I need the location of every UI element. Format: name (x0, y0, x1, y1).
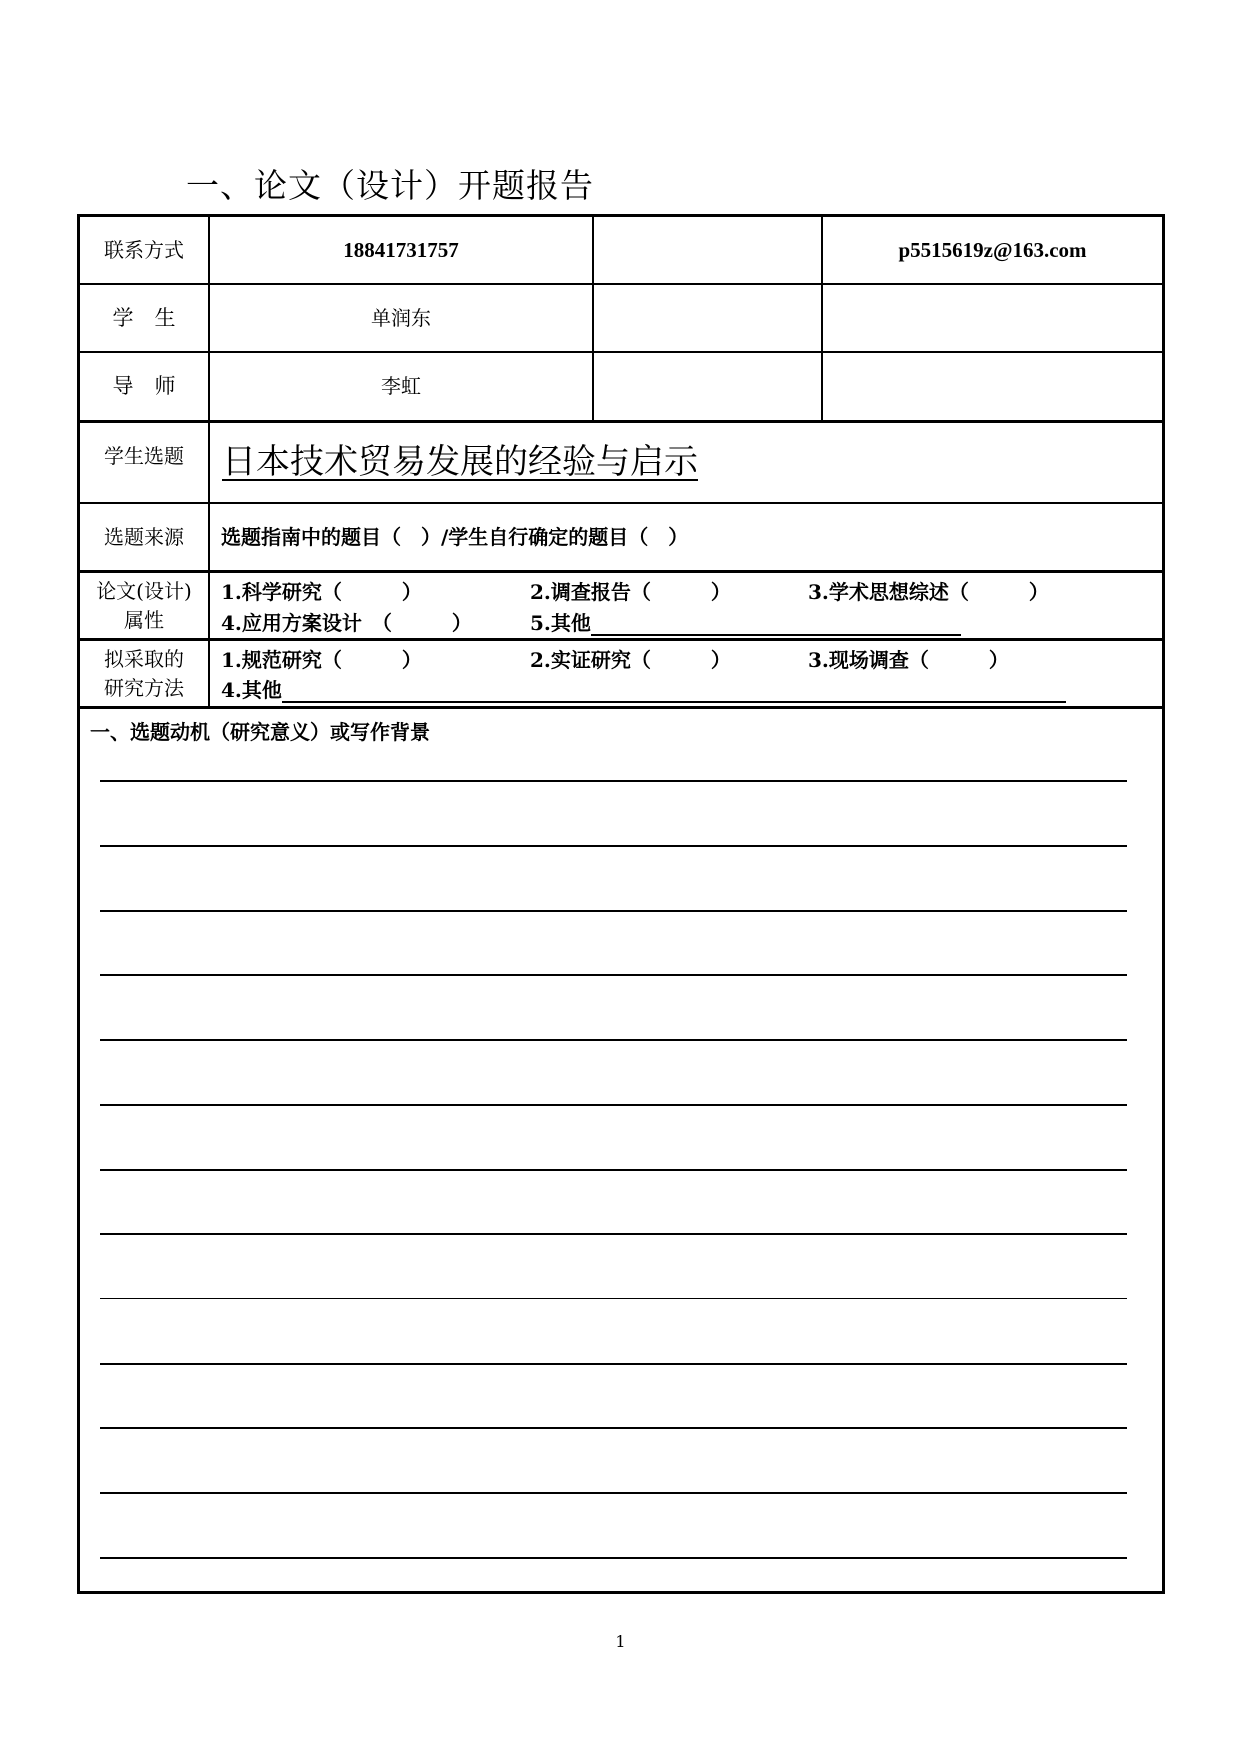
writing-line (100, 1169, 1127, 1171)
attribute-option-1: 1.科学研究（ ） (221, 580, 422, 604)
attribute-option-4: 4.应用方案设计 （ ） (221, 611, 472, 635)
method-label (80, 641, 208, 706)
writing-line (100, 910, 1127, 912)
writing-line (100, 1557, 1127, 1559)
method-option-1: 1.规范研究（ ） (221, 648, 422, 672)
writing-line (100, 1104, 1127, 1106)
method-label-line1: 拟采取的 (104, 646, 184, 671)
attribute-label-line1: 论文(设计) (96, 578, 192, 603)
method-option-3: 3.现场调查（ ） (808, 648, 1009, 672)
advisor-label: 导 师 (112, 374, 176, 399)
contact-middle-cell (594, 217, 821, 283)
writing-line (100, 1492, 1127, 1494)
row-divider (77, 570, 1165, 573)
row-divider (77, 706, 1165, 709)
writing-line (100, 974, 1127, 976)
topic-value: 日本技术贸易发展的经验与启示 (222, 442, 698, 483)
student-name: 单润东 (371, 305, 431, 330)
student-label: 学 生 (112, 305, 176, 330)
method-option-4 (221, 674, 1066, 703)
writing-line (100, 1363, 1127, 1365)
writing-line (100, 1427, 1127, 1429)
contact-phone: 18841731757 (343, 237, 459, 262)
method-option-2: 2.实证研究（ ） (530, 648, 731, 672)
writing-line (100, 1039, 1127, 1041)
method-label-line2: 研究方法 (104, 675, 184, 700)
writing-line (100, 845, 1127, 847)
attribute-label-line2: 属性 (124, 607, 164, 632)
attribute-option-3: 3.学术思想综述（ ） (808, 580, 1049, 604)
attribute-option-2: 2.调查报告（ ） (530, 580, 731, 604)
writing-line (100, 1298, 1127, 1299)
method-option-4-label: 4.其他 (221, 678, 282, 702)
topic-label: 学生选题 (104, 444, 184, 468)
row-divider (77, 638, 1165, 641)
writing-line (100, 780, 1127, 782)
contact-email: p5515619z@163.com (898, 237, 1087, 262)
attribute-option-5 (530, 607, 961, 636)
source-label: 选题来源 (104, 524, 184, 549)
writing-line (100, 1233, 1127, 1235)
method-other-blank (282, 679, 1066, 703)
attribute-label (80, 573, 208, 638)
section-heading: 一、选题动机（研究意义）或写作背景 (90, 720, 430, 744)
source-value: 选题指南中的题目（ ）/学生自行确定的题目（ ） (221, 524, 689, 549)
page-number: 1 (615, 1632, 626, 1651)
attribute-other-blank (591, 612, 961, 636)
contact-label: 联系方式 (104, 237, 184, 262)
topic-value-cell (222, 423, 1152, 502)
attribute-option-5-label: 5.其他 (530, 611, 591, 635)
document-title: 一、论文（设计）开题报告 (186, 166, 594, 205)
advisor-name: 李虹 (381, 374, 421, 398)
